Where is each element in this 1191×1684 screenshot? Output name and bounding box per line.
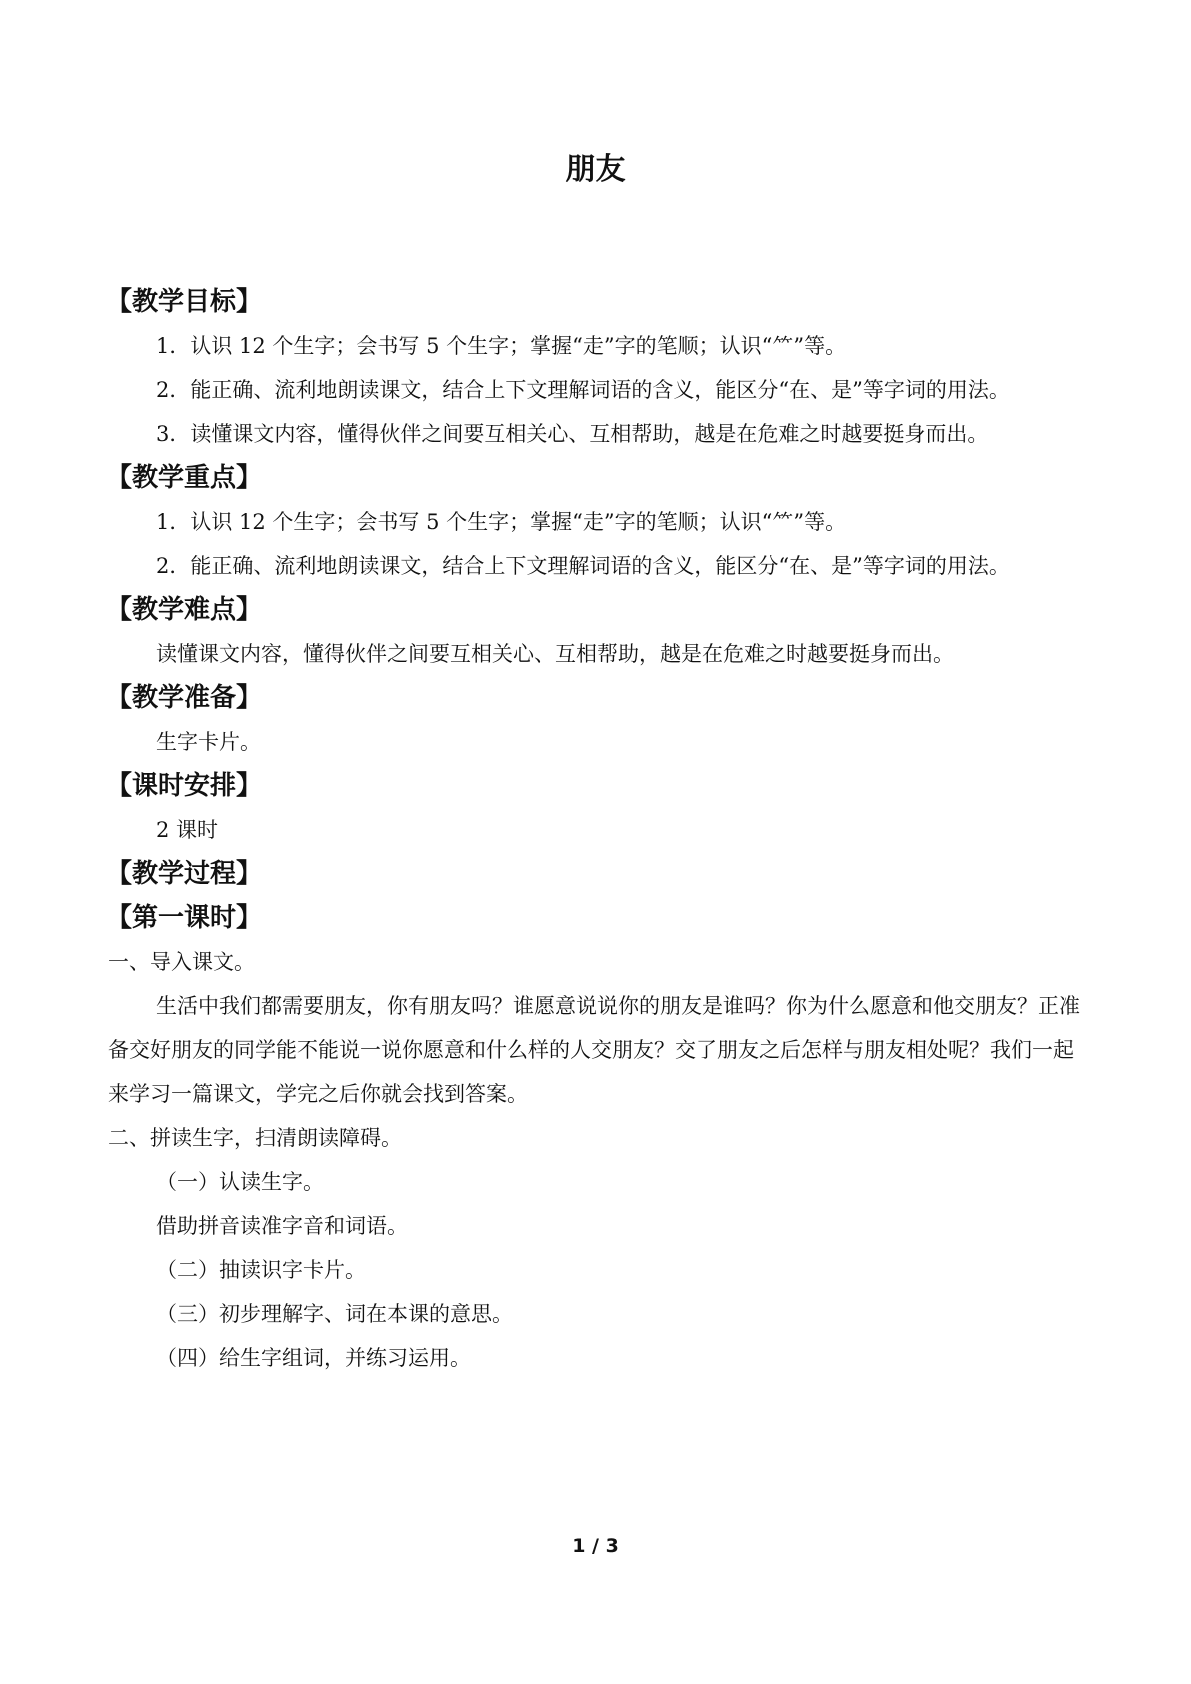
difficulties-text: 读懂课文内容，懂得伙伴之间要互相关心、互相帮助，越是在危难之时越要挺身而出。 xyxy=(156,642,954,666)
step-2-title: 二、拼读生字，扫清朗读障碍。 xyxy=(108,1126,402,1150)
step-1-title: 一、导入课文。 xyxy=(108,950,255,974)
objective-item: 2．能正确、流利地朗读课文，结合上下文理解词语的含义，能区分“在、是”等字词的用法。 xyxy=(156,378,1010,402)
sub-step-1-text: 借助拼音读准字音和词语。 xyxy=(156,1214,408,1238)
heading-difficulties: 【教学难点】 xyxy=(106,595,263,625)
heading-key-points: 【教学重点】 xyxy=(106,463,263,493)
preparation-text: 生字卡片。 xyxy=(156,730,261,754)
sub-step-1: （一）认读生字。 xyxy=(156,1170,324,1194)
step-1-text: 生活中我们都需要朋友，你有朋友吗？谁愿意说说你的朋友是谁吗？你为什么愿意和他交朋友？正准备交好朋友的同学能不能说一说你愿意和什么样的人交朋友？交了朋友之后怎样与朋友相处呢？我们一起来学习一篇课文，学完之后你就会找到答案。 xyxy=(108,994,1080,1106)
heading-objectives: 【教学目标】 xyxy=(106,287,263,317)
key-point-item: 1．认识 12 个生字；会书写 5 个生字；掌握“走”字的笔顺；认识“⺮”等。 xyxy=(156,510,847,534)
schedule-text: 2 课时 xyxy=(156,818,219,842)
heading-lesson-1: 【第一课时】 xyxy=(106,903,263,933)
page-number: 1 / 3 xyxy=(572,1535,619,1557)
document-body xyxy=(108,280,1083,1380)
objective-item: 1．认识 12 个生字；会书写 5 个生字；掌握“走”字的笔顺；认识“⺮”等。 xyxy=(156,334,847,358)
heading-preparation: 【教学准备】 xyxy=(106,683,263,713)
sub-step-4: （四）给生字组词，并练习运用。 xyxy=(156,1346,471,1370)
heading-process: 【教学过程】 xyxy=(106,859,263,889)
sub-step-2: （二）抽读识字卡片。 xyxy=(156,1258,366,1282)
key-point-item: 2．能正确、流利地朗读课文，结合上下文理解词语的含义，能区分“在、是”等字词的用法。 xyxy=(156,554,1010,578)
page-title: 朋友 xyxy=(565,152,626,187)
objective-item: 3．读懂课文内容，懂得伙伴之间要互相关心、互相帮助，越是在危难之时越要挺身而出。 xyxy=(156,422,989,446)
sub-step-3: （三）初步理解字、词在本课的意思。 xyxy=(156,1302,513,1326)
heading-schedule: 【课时安排】 xyxy=(106,771,263,801)
